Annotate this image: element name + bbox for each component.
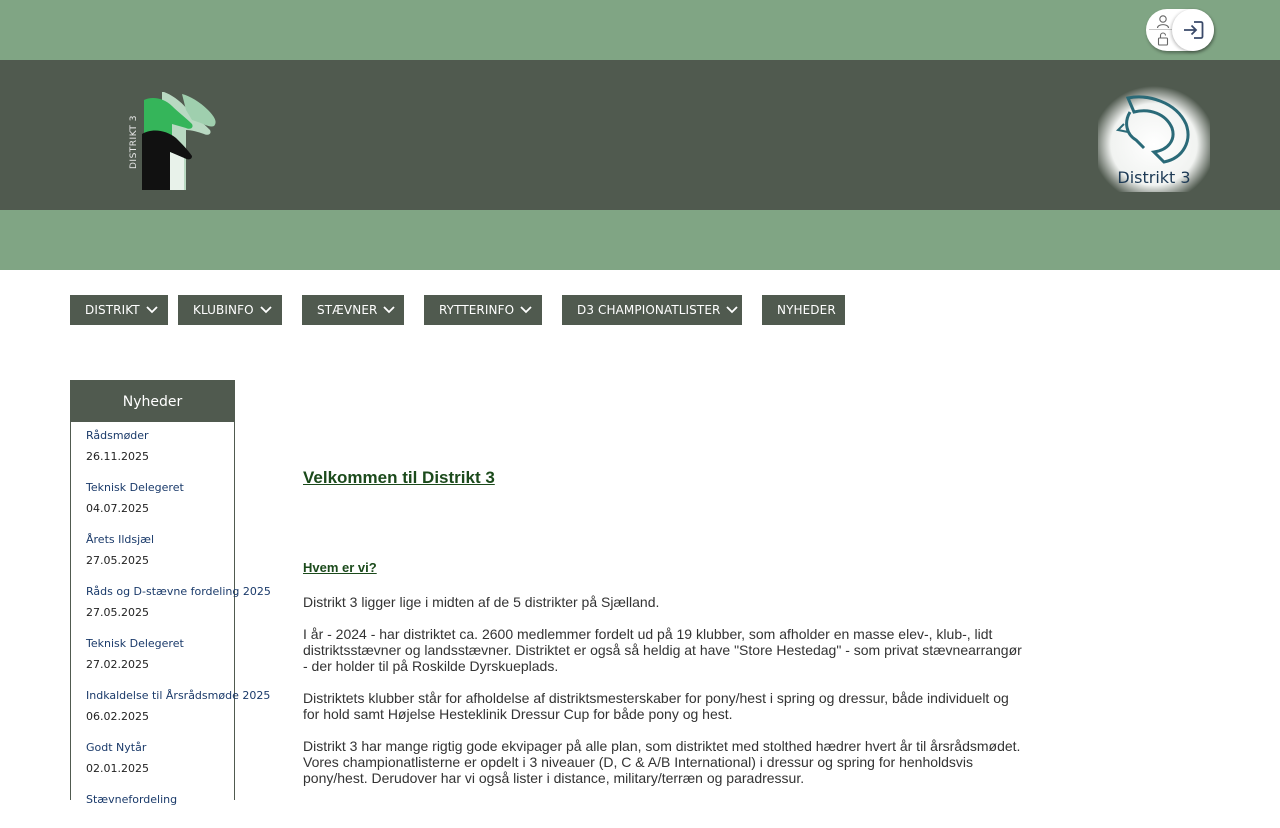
nav-item-staevner[interactable]	[302, 295, 404, 325]
news-title[interactable]: Indkaldelse til Årsrådsmøde 2025	[86, 689, 271, 702]
nav-item-d3-championatlister[interactable]	[562, 295, 742, 325]
distrikt3-logo-left[interactable]	[126, 90, 236, 190]
news-item[interactable]	[86, 688, 271, 724]
nav-label: KLUBINFO	[193, 303, 254, 317]
nav-item-nyheder[interactable]	[762, 295, 845, 325]
news-item[interactable]	[86, 480, 232, 516]
news-item[interactable]	[86, 740, 232, 776]
right-logo-text: Distrikt 3	[1117, 168, 1191, 187]
news-item[interactable]	[86, 792, 232, 828]
news-sidebar	[70, 380, 271, 806]
left-logo-text: DISTRIKT 3	[129, 115, 139, 169]
news-title[interactable]: Råds og D-stævne fordeling 2025	[86, 585, 271, 598]
user-account-button[interactable]	[1154, 13, 1172, 47]
news-date: 27.05.2025	[86, 606, 149, 619]
user-icon	[1154, 13, 1172, 47]
page-title: Velkommen til Distrikt 3	[303, 468, 495, 487]
nav-item-klubinfo[interactable]	[178, 295, 282, 325]
nav-label: RYTTERINFO	[439, 303, 515, 317]
nav-label: D3 CHAMPIONATLISTER	[577, 303, 721, 317]
chevron-down-icon	[726, 306, 738, 314]
nav-label: STÆVNER	[317, 303, 378, 317]
news-date: 26.11.2025	[86, 450, 149, 463]
top-bar	[0, 0, 1280, 60]
news-title[interactable]: Rådsmøder	[86, 429, 149, 442]
nav-item-distrikt[interactable]	[70, 295, 168, 325]
login-arrow-icon	[1182, 20, 1204, 40]
chevron-down-icon	[146, 306, 158, 314]
news-item[interactable]	[86, 584, 271, 620]
intro-paragraph: Distriktets klubber står for afholdelse af distriktsmesterskaber for pony/hest i spring og dressur, både individuelt og for hold samt Højelse Hesteklinik Dressur Cup for både pony og hest.	[303, 690, 1009, 722]
news-item[interactable]	[86, 532, 232, 568]
news-date: 27.05.2025	[86, 554, 149, 567]
chevron-down-icon	[520, 306, 532, 314]
sidebar-title: Nyheder	[71, 381, 234, 422]
widget-divider	[1149, 29, 1173, 30]
news-date: 02.01.2025	[86, 762, 149, 775]
news-title[interactable]: Årets Ildsjæl	[86, 533, 155, 546]
intro-paragraph: I år - 2024 - har distriktet ca. 2600 medlemmer fordelt ud på 19 klubber, som afholder en masse elev-, klub-, lidt distriktsstævner og landsstævner. Distriktet er også så heldig at have "Store Hestedag" - som privat stævnearrangør - der holder til på Roskilde Dyrskueplads.	[303, 626, 1022, 674]
intro-paragraph: Distrikt 3 har mange rigtig gode ekvipager på alle plan, som distriktet med stolthed hædrer hvert år til årsrådsmødet. Vores championatlisterne er opdelt i 3 niveauer (D, C & A/B International) i dressur og spring for henholdsvis pony/hest. Derudover har vi også lister i distance, military/terræn og paradressur.	[303, 738, 1021, 786]
news-date: 27.02.2025	[86, 658, 149, 671]
news-title[interactable]: Stævnefordeling	[86, 793, 178, 806]
distrikt3-logo-right[interactable]	[1098, 86, 1210, 192]
news-item[interactable]	[86, 636, 232, 672]
news-date	[86, 813, 232, 828]
nav-item-rytterinfo[interactable]	[424, 295, 542, 325]
nav-label: DISTRIKT	[85, 303, 140, 317]
news-title[interactable]: Teknisk Delegeret	[86, 481, 184, 494]
news-date: 04.07.2025	[86, 502, 149, 515]
login-button[interactable]	[1172, 9, 1214, 51]
account-widget	[1146, 9, 1214, 51]
news-title[interactable]: Teknisk Delegeret	[86, 637, 184, 650]
news-title[interactable]: Godt Nytår	[86, 741, 147, 754]
horse-heads-logo-icon	[126, 90, 236, 190]
news-date: 06.02.2025	[86, 710, 149, 723]
section-heading: Hvem er vi?	[303, 560, 377, 575]
chevron-down-icon	[260, 306, 272, 314]
intro-paragraph: Distrikt 3 ligger lige i midten af de 5 distrikter på Sjælland.	[303, 594, 660, 610]
sub-header-band	[0, 210, 1280, 270]
nav-label: NYHEDER	[777, 303, 836, 317]
news-item[interactable]	[86, 428, 232, 464]
chevron-down-icon	[383, 306, 395, 314]
